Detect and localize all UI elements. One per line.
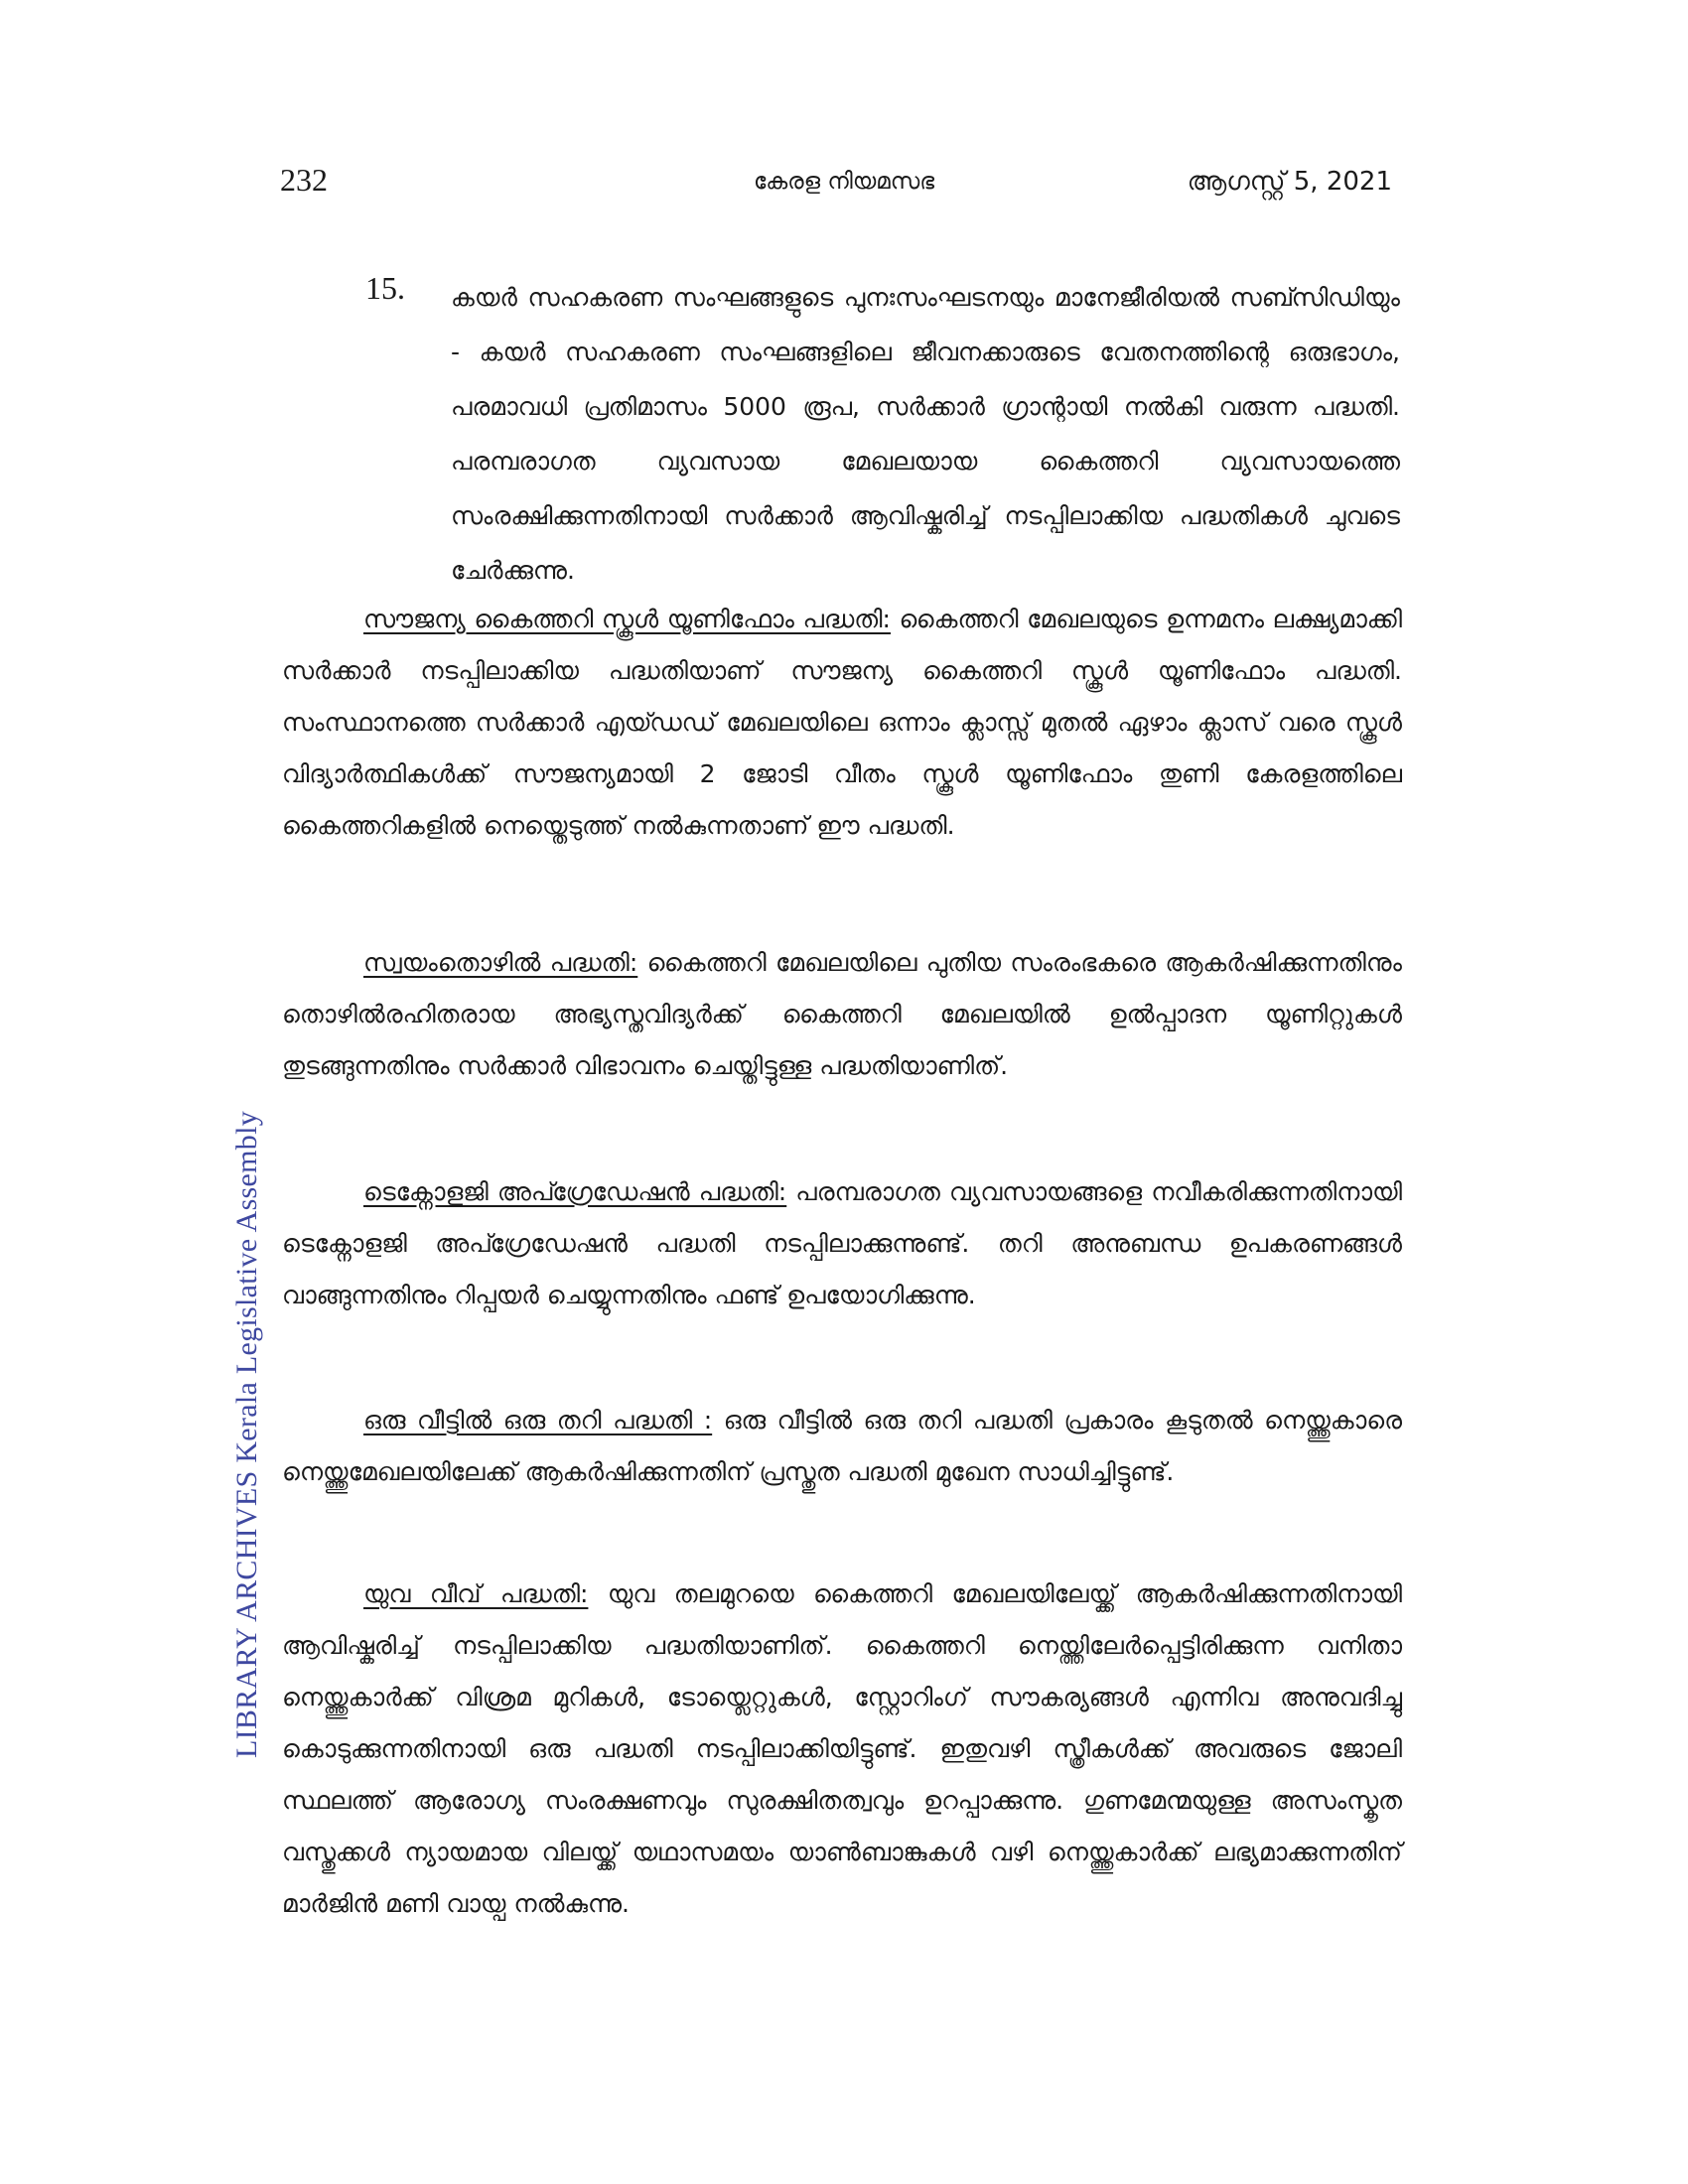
item-number: 15. — [365, 270, 405, 306]
paragraph-yuva-weave — [282, 1569, 1402, 1930]
paragraph-sowjanya-uniform — [282, 594, 1402, 852]
paragraph-heading: ടെക്നോളജി അപ്ഗ്രേഡേഷൻ പദ്ധതി: — [363, 1177, 787, 1206]
paragraph-heading: സ്വയംതൊഴിൽ പദ്ധതി: — [363, 948, 638, 977]
running-title: കേരള നിയമസഭ — [753, 169, 935, 195]
paragraph-body: കൈത്തറി മേഖലയിലെ പുതിയ സംരംഭകരെ ആകർഷിക്കുന്നതിനും തൊഴിൽരഹിതരായ അഭ്യസ്തവിദ്യർക്ക് കൈത്തറി മേഖലയിൽ ഉൽപ്പാദന യൂണിറ്റുകൾ തുടങ്ങുന്നതിനും സർക്കാർ വിഭാവനം ചെയ്തിട്ടുള്ള പദ്ധതിയാണിത്. — [282, 948, 1402, 1080]
paragraph-one-house-one-loom — [282, 1395, 1402, 1498]
paragraph-self-employment — [282, 937, 1402, 1092]
paragraph-body: ഒരു വീട്ടിൽ ഒരു തറി പദ്ധതി പ്രകാരം കൂടുതൽ നെയ്ത്തുകാരെ നെയ്ത്തുമേഖലയിലേക്ക് ആകർഷിക്കുന്നതിന് പ്രസ്തുത പദ്ധതി മുഖേന സാധിച്ചിട്ടുണ്ട്. — [282, 1406, 1402, 1486]
item-text: കയർ സഹകരണ സംഘങ്ങളുടെ പുനഃസംഘടനയും മാനേജീരിയൽ സബ്സിഡിയും - കയർ സഹകരണ സംഘങ്ങളിലെ ജീവനക്കാരുടെ വേതനത്തിന്റെ ഒരുഭാഗം, പരമാവധി പ്രതിമാസം 5000 രൂപ, സർക്കാർ ഗ്രാന്റായി നൽകി വരുന്ന പദ്ധതി. പരമ്പരാഗത വ്യവസായ മേഖലയായ കൈത്തറി വ്യവസായത്തെ സംരക്ഷിക്കുന്നതിനായി സർക്കാർ ആവിഷ്കരിച്ച് നടപ്പിലാക്കിയ പദ്ധതികൾ ചുവടെ ചേർക്കുന്നു. — [451, 283, 1400, 585]
paragraph-body: കൈത്തറി മേഖലയുടെ ഉന്നമനം ലക്ഷ്യമാക്കി സർക്കാർ നടപ്പിലാക്കിയ പദ്ധതിയാണ് സൗജന്യ കൈത്തറി സ്കൂൾ യൂണിഫോം പദ്ധതി. സംസ്ഥാനത്തെ സർക്കാർ എയ്ഡഡ് മേഖലയിലെ ഒന്നാം ക്ലാസ്സ് മുതൽ ഏഴാം ക്ലാസ് വരെ സ്കൂൾ വിദ്യാർത്ഥികൾക്ക് സൗജന്യമായി 2 ജോടി വീതം സ്കൂൾ യൂണിഫോം തുണി കേരളത്തിലെ കൈത്തറികളിൽ നെയ്തെടുത്ത് നൽകുന്നതാണ് ഈ പദ്ധതി. — [282, 605, 1402, 840]
paragraph-body: പരമ്പരാഗത വ്യവസായങ്ങളെ നവീകരിക്കുന്നതിനായി ടെക്നോളജി അപ്ഗ്രേഡേഷൻ പദ്ധതി നടപ്പിലാക്കുന്നുണ്ട്. തറി അനുബന്ധ ഉപകരണങ്ങൾ വാങ്ങുന്നതിനും റിപ്പയർ ചെയ്യുന്നതിനും ഫണ്ട് ഉപയോഗിക്കുന്നു. — [282, 1177, 1403, 1309]
running-date: ആഗസ്റ്റ് 5, 2021 — [1187, 167, 1392, 197]
numbered-item — [365, 270, 1400, 598]
paragraph-technology-upgradation — [282, 1166, 1402, 1321]
paragraph-heading: ഒരു വീട്ടിൽ ഒരു തറി പദ്ധതി : — [363, 1406, 713, 1434]
library-watermark: LIBRARY ARCHIVES Kerala Legislative Assembly — [230, 1110, 263, 1759]
paragraph-body: യുവ തലമുറയെ കൈത്തറി മേഖലയിലേയ്ക്ക് ആകർഷിക്കുന്നതിനായി ആവിഷ്കരിച്ച് നടപ്പിലാക്കിയ പദ്ധതിയാണിത്. കൈത്തറി നെയ്ത്തിലേർപ്പെട്ടിരിക്കുന്ന വനിതാ നെയ്ത്തുകാർക്ക് വിശ്രമ മുറികൾ, ടോയ്ലെറ്റുകൾ, സ്റ്റോറിംഗ് സൗകര്യങ്ങൾ എന്നിവ അനുവദിച്ചു കൊടുക്കുന്നതിനായി ഒരു പദ്ധതി നടപ്പിലാക്കിയിട്ടുണ്ട്. ഇതുവഴി സ്ത്രീകൾക്ക് അവരുടെ ജോലി സ്ഥലത്ത് ആരോഗ്യ സംരക്ഷണവും സുരക്ഷിതത്വവും ഉറപ്പാക്കുന്നു. ഗുണമേന്മയുള്ള അസംസ്കൃത വസ്തുക്കൾ ന്യായമായ വിലയ്ക്ക് യഥാസമയം യാൺബാങ്കുകൾ വഴി നെയ്ത്തുകാർക്ക് ലഭ്യമാക്കുന്നതിന് മാർജിൻ മണി വായ്പ നൽകുന്നു. — [282, 1579, 1402, 1918]
paragraph-heading: സൗജന്യ കൈത്തറി സ്കൂൾ യൂണിഫോം പദ്ധതി: — [363, 605, 891, 633]
page-number: 232 — [280, 162, 328, 198]
paragraph-heading: യുവ വീവ് പദ്ധതി: — [363, 1579, 589, 1608]
